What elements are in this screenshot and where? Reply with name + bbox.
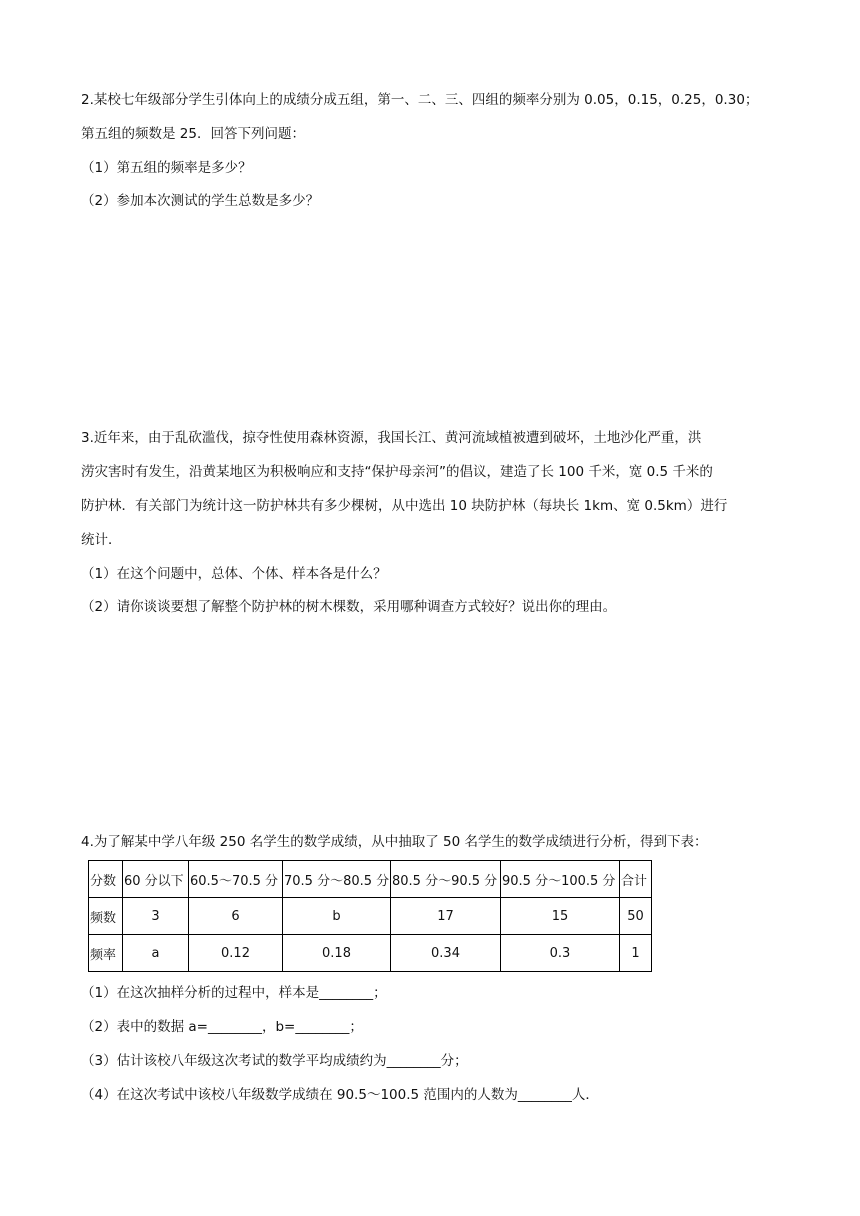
table-row-label: 频率 [89, 935, 123, 972]
table-cell: 6 [189, 898, 283, 935]
q3-stem-line1: 3.近年来，由于乱砍滥伐，掠夺性使用森林资源，我国长江、黄河流域植被遭到破坏，土地沙化严重，洪 [81, 430, 702, 446]
table-cell: 0.3 [501, 935, 620, 972]
table-header-cell: 合计 [620, 861, 652, 898]
q2-sub1: （1）第五组的频率是多少？ [81, 160, 252, 176]
table-cell: 50 [620, 898, 652, 935]
q4-sub1: （1）在这次抽样分析的过程中，样本是________； [81, 985, 387, 1001]
q2-stem-line1: 2.某校七年级部分学生引体向上的成绩分成五组，第一、二、三、四组的频率分别为 0.05，0.15，0.25，0.30； [81, 92, 759, 108]
table-cell: 0.34 [391, 935, 501, 972]
table-row [89, 935, 652, 972]
table-header-cell: 60 分以下 [123, 861, 189, 898]
table-header-cell: 分数 [89, 861, 123, 898]
q4-sub4: （4）在这次考试中该校八年级数学成绩在 90.5～100.5 范围内的人数为________人． [81, 1087, 599, 1103]
q4-stem-line1: 4.为了解某中学八年级 250 名学生的数学成绩，从中抽取了 50 名学生的数学成绩进行分析，得到下表： [81, 834, 708, 850]
table-row [89, 898, 652, 935]
table-header-cell: 80.5 分～90.5 分 [391, 861, 501, 898]
table-cell: 0.12 [189, 935, 283, 972]
q3-stem-line4: 统计． [81, 532, 122, 548]
q3-stem-line2: 涝灾害时有发生，沿黄某地区为积极响应和支持“保护母亲河”的倡议，建造了长 100 千米，宽 0.5 千米的 [81, 464, 713, 480]
table-cell: 3 [123, 898, 189, 935]
q3-sub2: （2）请你谈谈要想了解整个防护林的树木棵数，采用哪种调查方式较好？说出你的理由。 [81, 599, 617, 615]
table-header-cell: 90.5 分～100.5 分 [501, 861, 620, 898]
table-header-cell: 70.5 分～80.5 分 [283, 861, 391, 898]
table-row-label: 频数 [89, 898, 123, 935]
q3-sub1: （1）在这个问题中，总体、个体、样本各是什么？ [81, 566, 387, 582]
table-cell: b [283, 898, 391, 935]
table-cell: 15 [501, 898, 620, 935]
table-header-row [89, 861, 652, 898]
q2-sub2: （2）参加本次测试的学生总数是多少？ [81, 193, 320, 209]
q4-sub2: （2）表中的数据 a=________，b=________； [81, 1019, 363, 1035]
q2-stem-line2: 第五组的频数是 25．回答下列问题： [81, 126, 305, 142]
table-cell: 0.18 [283, 935, 391, 972]
table-header-cell: 60.5～70.5 分 [189, 861, 283, 898]
table-cell: 1 [620, 935, 652, 972]
frequency-table [88, 860, 652, 972]
table-cell: 17 [391, 898, 501, 935]
table-cell: a [123, 935, 189, 972]
q3-stem-line3: 防护林．有关部门为统计这一防护林共有多少棵树，从中选出 10 块防护林（每块长 1km、宽 0.5km）进行 [81, 498, 728, 514]
q4-sub3: （3）估计该校八年级这次考试的数学平均成绩约为________分； [81, 1053, 468, 1069]
